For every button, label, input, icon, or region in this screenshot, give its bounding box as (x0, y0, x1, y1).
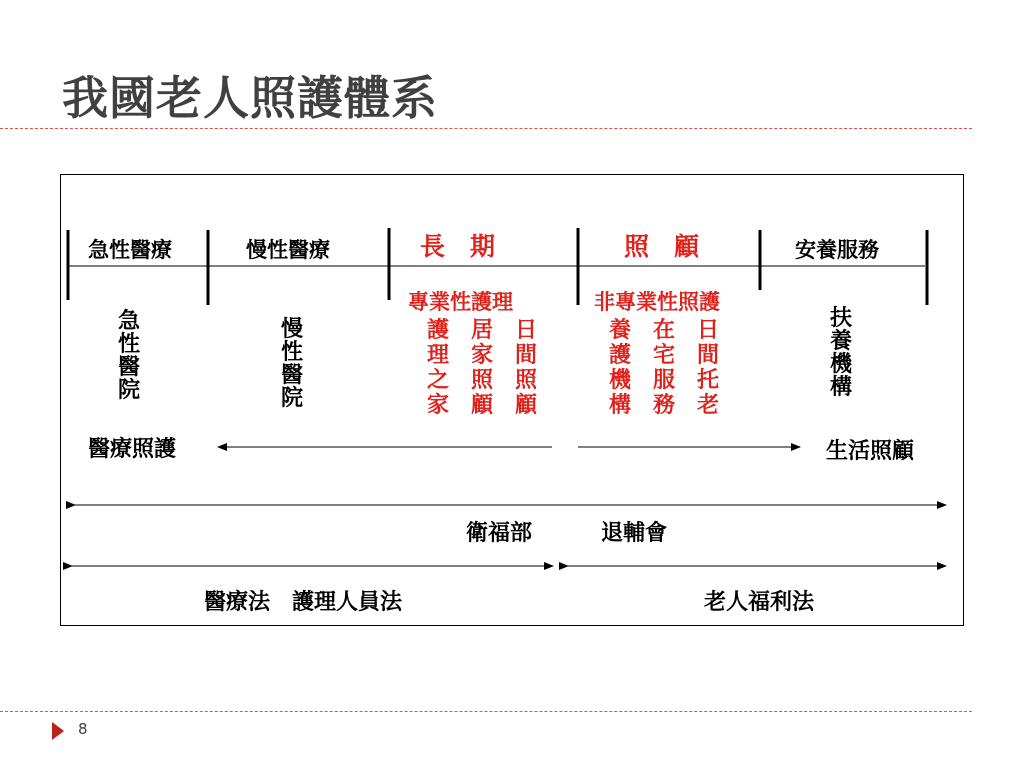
slide-title: 我國老人照護體系 (62, 71, 438, 125)
header-chronic-care: 慢性醫療 (246, 238, 330, 262)
laws-elderly-welfare: 老人福利法 (704, 590, 815, 615)
support-institution-label: 扶養機構 (830, 306, 853, 401)
service-care-institution: 養護機構 (609, 318, 632, 418)
agency-vac: 退輔會 (601, 521, 668, 546)
agency-mohw: 衛福部 (466, 521, 533, 546)
service-day-care: 日間照顧 (515, 318, 538, 418)
header-acute-care: 急性醫療 (88, 238, 172, 262)
chronic-hospital-label: 慢性醫院 (281, 317, 304, 412)
header-care: 照 顧 (624, 232, 700, 261)
nonprofessional-services (609, 318, 719, 418)
laws-medical: 醫療法 護理人員法 (204, 590, 403, 615)
service-home-care: 居家照顧 (471, 318, 494, 418)
header-nursing-home-service: 安養服務 (795, 238, 879, 262)
service-nursing-home: 護理之家 (427, 318, 450, 418)
medical-care-label: 醫療照護 (88, 437, 177, 462)
header-long: 長 期 (420, 232, 496, 261)
life-care-label: 生活照顧 (826, 439, 915, 464)
service-elder-day-care: 日間托老 (697, 318, 720, 418)
slide-bullet-icon (52, 722, 64, 740)
professional-services (427, 318, 537, 418)
service-in-home: 在宅服務 (653, 318, 676, 418)
slide-number: 8 (78, 720, 88, 738)
acute-hospital-label: 急性醫院 (118, 309, 141, 404)
subheader-professional-nursing: 專業性護理 (408, 290, 513, 314)
bottom-divider (0, 711, 972, 712)
subheader-nonprofessional-care: 非專業性照護 (594, 290, 720, 314)
